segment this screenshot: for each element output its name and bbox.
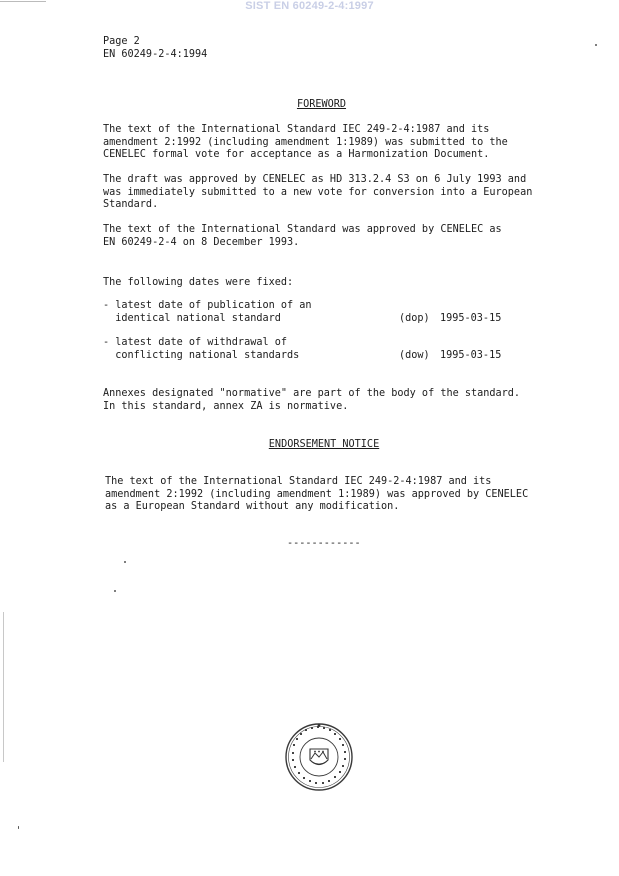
date-code: (dow) — [399, 350, 430, 361]
text-line: was immediately submitted to a new vote for conversion into a European — [103, 186, 533, 198]
text-line: CENELEC formal vote for acceptance as a Harmonization Document. — [103, 149, 490, 161]
text-line: EN 60249-2-4 on 8 December 1993. — [103, 236, 300, 248]
scan-speck — [124, 561, 126, 563]
date-value: 1995-03-15 — [440, 313, 502, 324]
text-line: The draft was approved by CENELEC as HD 313.2.4 S3 on 6 July 1993 and — [103, 174, 527, 185]
text-line: The text of the International Standard IEC 249-2-4:1987 and its — [103, 124, 490, 135]
text-line: amendment 2:1992 (including amendment 1:1989) was submitted to the — [103, 136, 508, 148]
annex-paragraph — [103, 388, 520, 413]
text-line: amendment 2:1992 (including amendment 1:1989) was approved by CENELEC — [105, 488, 529, 500]
foreword-paragraph-3 — [103, 224, 502, 249]
text-line: In this standard, annex ZA is normative. — [103, 400, 349, 412]
text-line: Annexes designated "normative" are part of the body of the standard. — [103, 388, 521, 399]
date-value: 1995-03-15 — [440, 350, 502, 361]
foreword-heading: FOREWORD — [296, 99, 347, 110]
date-entry-label: - latest date of publication of an — [103, 300, 312, 311]
foreword-paragraph-2 — [103, 174, 532, 212]
text-line: The text of the International Standard was approved by CENELEC as — [103, 224, 502, 235]
date-entry-label: conflicting national standards — [103, 350, 300, 361]
scan-speck — [18, 826, 19, 829]
scan-speck — [595, 44, 597, 46]
text-line: Standard. — [103, 199, 159, 211]
official-seal-stamp — [284, 722, 354, 792]
endorsement-heading: ENDORSEMENT NOTICE — [268, 439, 380, 450]
text-line: The text of the International Standard IEC 249-2-4:1987 and its — [105, 476, 492, 487]
foreword-paragraph-1 — [103, 124, 508, 162]
watermark: SIST EN 60249-2-4:1997 — [245, 0, 374, 12]
dates-intro: The following dates were fixed: — [103, 277, 294, 288]
document-number: EN 60249-2-4:1994 — [103, 49, 208, 60]
text-line: as a European Standard without any modification. — [105, 501, 400, 513]
scan-speck — [114, 590, 116, 592]
end-of-text-rule: ------------ — [287, 538, 361, 549]
endorsement-paragraph — [105, 476, 528, 514]
date-code: (dop) — [399, 313, 430, 324]
page-label: Page 2 — [103, 36, 140, 47]
date-entry-label: - latest date of withdrawal of — [103, 337, 288, 348]
scan-edge-line — [3, 612, 4, 762]
date-entry-label: identical national standard — [103, 313, 281, 324]
